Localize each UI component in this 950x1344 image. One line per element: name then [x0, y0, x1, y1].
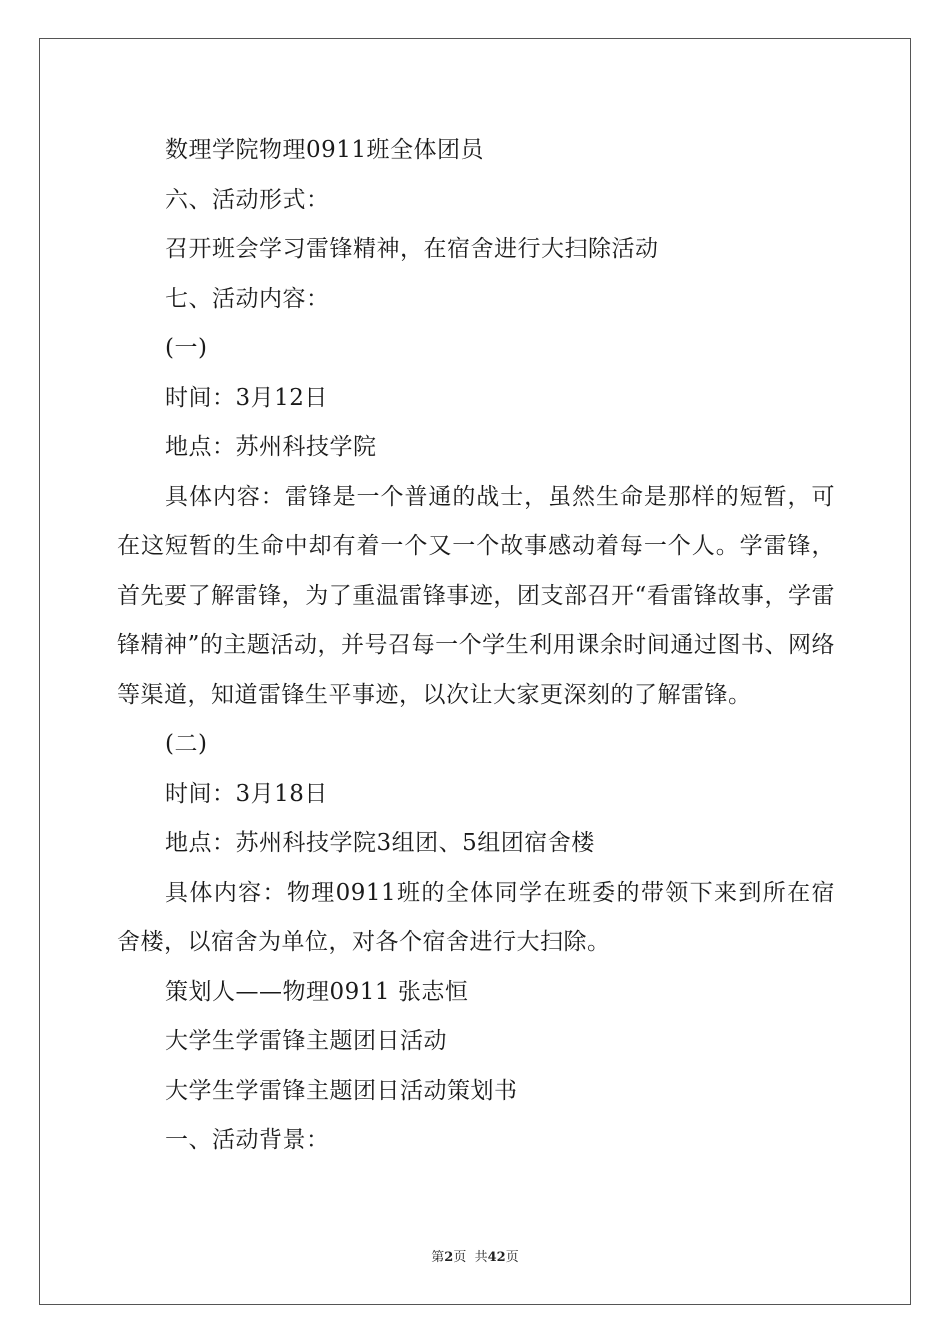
- location-line: 地点：苏州科技学院: [165, 434, 377, 460]
- text-line: 召开班会学习雷锋精神，在宿舍进行大扫除活动: [165, 236, 659, 262]
- section-heading: 七、活动内容：: [165, 285, 330, 312]
- content-paragraph: 具体内容：物理0911班的全体同学在班委的带领下来到所在宿舍楼，以宿舍为单位，对各个宿舍进行大扫除。: [117, 879, 835, 955]
- total-pages-number: 42: [487, 1250, 506, 1265]
- document-body: [117, 126, 835, 1166]
- text-line: 数理学院物理0911班全体团员: [165, 137, 485, 163]
- page-footer: [0, 1246, 950, 1265]
- current-page-number: 2: [444, 1250, 454, 1265]
- section-heading: 一、活动背景：: [165, 1127, 330, 1153]
- subsection-label: (二): [165, 731, 208, 757]
- planner-line: 策划人——物理0911 张志恒: [165, 978, 469, 1005]
- subsection-label: (一): [165, 335, 208, 361]
- title-line: 大学生学雷锋主题团日活动: [165, 1028, 447, 1054]
- footer-suffix: 页: [505, 1250, 519, 1265]
- location-line: 地点：苏州科技学院3组团、5组团宿舍楼: [165, 830, 595, 856]
- content-paragraph: 具体内容：雷锋是一个普通的战士，虽然生命是那样的短暂，可在这短暂的生命中却有着一个又一个故事感动着每一个人。学雷锋，首先要了解雷锋，为了重温雷锋事迹，团支部召开“看雷锋故事，学雷锋精神”的主题活动，并号召每一个学生利用课余时间通过图书、网络等渠道，知道雷锋生平事迹，以次让大家更深刻的了解雷锋。: [117, 483, 835, 708]
- footer-prefix: 第: [431, 1250, 445, 1265]
- footer-mid: 页 共: [453, 1250, 488, 1265]
- title-line: 大学生学雷锋主题团日活动策划书: [165, 1077, 518, 1104]
- section-heading: 六、活动形式：: [165, 186, 330, 213]
- time-line: 时间：3月18日: [165, 780, 328, 807]
- time-line: 时间：3月12日: [165, 384, 328, 411]
